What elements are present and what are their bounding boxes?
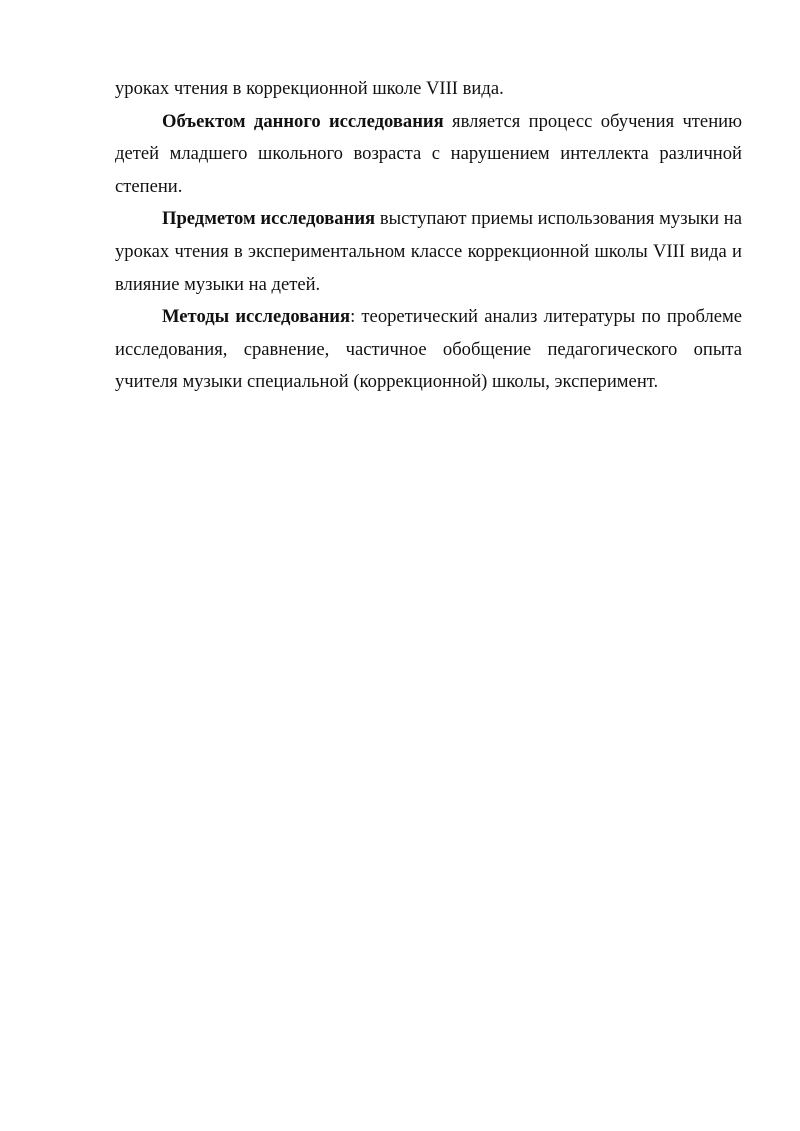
- paragraph-text: : теоретический анализ литературы по проблеме исследования, сравнение, частичное обобщение педагогического опыта учителя музыки специальной (коррекционной) школы, эксперимент.: [115, 306, 743, 393]
- paragraph-text: является процесс обучения чтению детей младшего школьного возраста с нарушением интеллекта различной степени.: [115, 110, 742, 197]
- paragraph-text: выступают приемы использования музыки на уроках чтения в экспериментальном классе коррекционной школы VIII вида и влияние музыки на детей.: [115, 208, 742, 295]
- paragraph-methods: [115, 301, 742, 399]
- paragraph-continuation: [115, 73, 742, 106]
- document-body: [115, 73, 742, 399]
- paragraph-object: [115, 106, 742, 204]
- paragraph-lead: Методы исследования: [162, 306, 351, 328]
- paragraph-lead: Предметом исследования: [162, 208, 376, 230]
- paragraph-subject: [115, 203, 742, 301]
- paragraph-lead: Объектом данного исследования: [162, 110, 444, 132]
- paragraph-text: уроках чтения в коррекционной школе VIII вида.: [115, 78, 504, 99]
